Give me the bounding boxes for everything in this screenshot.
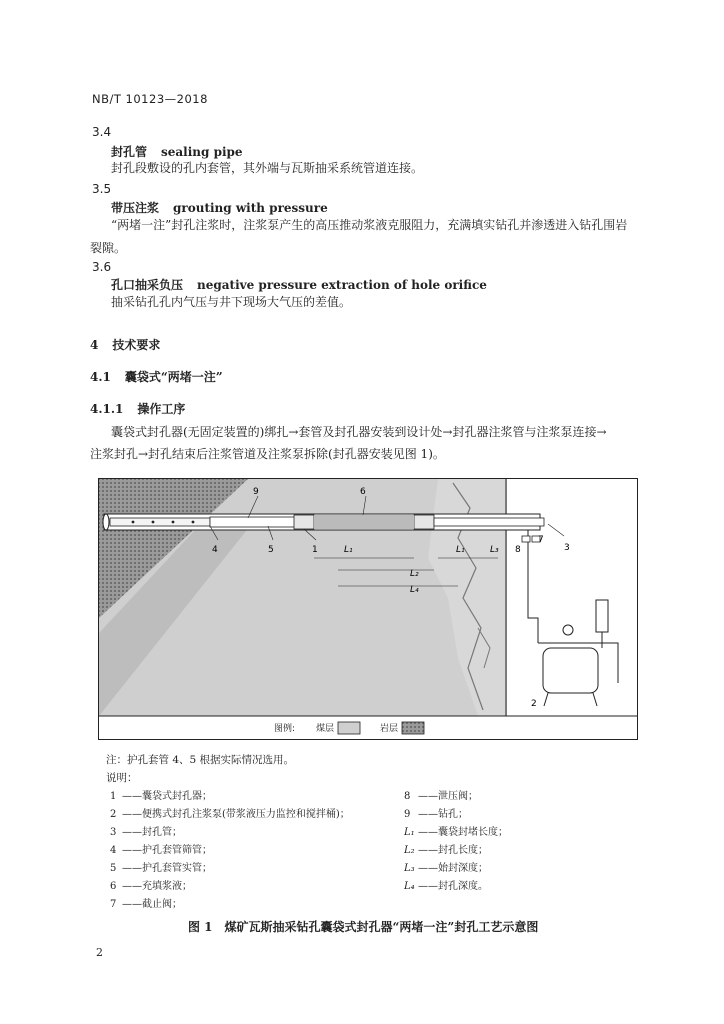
screen-casing [110,518,210,526]
section-title: 囊袋式“两堵一注” [124,370,223,384]
legend-title: 图例: [274,724,296,734]
legend-item: 6 ——充填浆液； [110,881,192,892]
packer-inner [294,515,314,529]
legend-item: L₁ ——囊袋封堵长度； [404,827,508,838]
label-2: 2 [531,699,537,709]
section-title: 操作工序 [137,402,186,416]
legend-coal-swatch [338,722,360,734]
label-3: 3 [564,543,570,553]
label-1: 1 [312,545,318,555]
legend-item: 2 ——便携式封孔注浆泵(带浆液压力监控和搅拌桶)； [110,809,350,820]
legend-item: 8 ——泄压阀； [404,791,478,802]
subsubsection-heading [90,400,185,417]
term-en: negative pressure extraction of hole orifice [197,278,487,292]
sealing-pipe [434,518,544,526]
relief-valve [522,536,530,542]
term-definition: 封孔段敷设的孔内套管，其外端与瓦斯抽采系统管道连接。 [111,161,424,175]
term-number: 3.5 [92,182,112,196]
legend-item: 3 ——封孔管； [110,827,182,838]
pump-motor [596,600,608,632]
term-definition-cont: 裂隙。 [90,241,127,255]
standard-id: NB/T 10123—2018 [92,92,208,106]
label-9: 9 [253,487,259,497]
grout-pump [543,648,598,693]
legend-coal: 煤层 [316,724,335,734]
label-L1b: L₁ [456,545,465,555]
legend-item: 4 ——护孔套管筛管； [110,845,212,856]
label-7: 7 [538,535,544,545]
legend-left-list [110,787,350,913]
legend-heading: 说明： [106,772,138,784]
section-number: 4 [90,338,99,352]
legend-item: L₄ ——封孔深度。 [404,881,488,892]
legend-item: 1 ——囊袋式封孔器； [110,791,212,802]
borehole-end [103,514,109,530]
term-zh: 带压注浆 [111,201,160,215]
section-heading [90,336,160,353]
label-L1a: L₁ [344,545,353,555]
pressure-gauge [563,625,573,635]
section-title: 技术要求 [112,338,161,352]
legend-item: 7 ——截止阀； [110,899,182,910]
legend-rock: 岩层 [380,724,399,734]
term-number: 3.6 [92,260,112,274]
section-number: 4.1 [90,370,111,384]
legend-right-list [404,787,508,895]
term-definition: “两堵一注”封孔注浆时，注浆泵产生的高压推动浆液克服阻力，充满填实钻孔并渗透进入钻孔围岩 [111,218,628,232]
legend-rock-swatch [402,722,424,734]
legend-item: L₂ ——封孔长度； [404,845,488,856]
term-number: 3.4 [92,125,112,139]
legend-item: 5 ——护孔套管实管； [110,863,212,874]
page-number: 2 [96,946,103,959]
label-4: 4 [212,545,218,555]
label-5: 5 [268,545,274,555]
label-6: 6 [360,487,366,497]
term-definition: 抽采钻孔孔内气压与井下现场大气压的差值。 [111,295,352,309]
subsection-heading [90,368,223,385]
label-8: 8 [515,545,521,555]
legend-item: L₃ ——始封深度； [404,863,488,874]
section-number: 4.1.1 [90,402,124,416]
term-en: grouting with pressure [173,201,328,215]
procedure-text: 囊袋式封孔器(无固定装置的)绑扎→套管及封孔器安装到设计处→封孔器注浆管与注浆泵连接→ [111,425,607,439]
label-L2: L₂ [410,569,419,579]
label-L3: L₃ [490,545,499,555]
legend-item: 9 ——钻孔； [404,809,468,820]
term-zh: 封孔管 [111,145,148,159]
figure-caption: 图 1 煤矿瓦斯抽采钻孔囊袋式封孔器“两堵一注”封孔工艺示意图 [188,920,539,934]
procedure-text-cont: 注浆封孔→封孔结束后注浆管道及注浆泵拆除(封孔器安装见图 1)。 [90,447,445,461]
figure-note: 注：护孔套管 4、5 根据实际情况选用。 [106,754,295,766]
figure-diagram [98,478,638,740]
label-L4: L₄ [410,585,419,595]
packer-outer [414,515,434,529]
term-en: sealing pipe [161,145,243,159]
grout-fill [314,515,414,529]
term-zh: 孔口抽采负压 [111,278,184,292]
